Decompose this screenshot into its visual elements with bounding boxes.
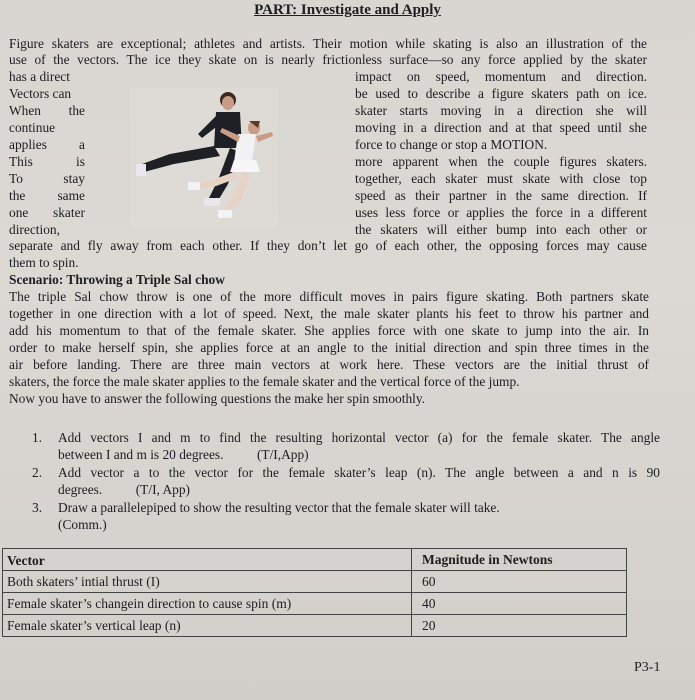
- page-title: PART: Investigate and Apply: [254, 2, 441, 18]
- table-row: [3, 615, 627, 637]
- question-text: Add vector a to the vector for the female skater’s leap (n). The angle between a and n is 90: [58, 465, 660, 480]
- question-text: degrees. (T/I, App): [58, 482, 191, 497]
- intro-left-word: When the: [9, 103, 85, 118]
- table-cell-vector: Both skaters’ intial thrust (I): [3, 571, 412, 593]
- table-cell-magnitude: 40: [412, 593, 627, 615]
- question-number: 1.: [32, 430, 43, 445]
- scenario-line: skaters, the force the male skater applies to the female skater and the vertical force of the jump.: [9, 374, 520, 389]
- question-text: (Comm.): [58, 517, 107, 532]
- intro-left-word: continue: [9, 120, 56, 135]
- table-row: [3, 593, 627, 615]
- intro-left-word: direction,: [9, 222, 60, 237]
- scenario-line: Now you have to answer the following questions the make her spin smoothly.: [9, 391, 426, 406]
- intro-right-line: uses less force or applies the force in a different: [355, 205, 647, 220]
- intro-line: use of the vectors. The ice they skate on is nearly frictionless surface—so any force applied by the skater: [9, 52, 647, 67]
- figure-skaters-photo: [130, 88, 278, 228]
- intro-left-word: Vectors can: [9, 86, 72, 101]
- scenario-line: air before landing. There are three main vectors at work here. These vectors are the initial thrust of: [9, 357, 649, 372]
- scenario-line: The triple Sal chow throw is one of the more difficult moves in pairs figure skating. Both partners skate: [9, 289, 649, 304]
- table-cell-magnitude: 20: [412, 615, 627, 637]
- table-cell-vector: Female skater’s vertical leap (n): [3, 615, 412, 637]
- vector-table: [2, 548, 627, 637]
- scenario-line: together in one direction with a lot of speed. Next, the male skater plants his feet to throw his partner and: [9, 306, 649, 321]
- question-text: Draw a parallelepiped to show the resulting vector that the female skater will take.: [58, 500, 500, 515]
- intro-right-line: moving in a direction and at that speed until she: [355, 120, 647, 135]
- table-header-row: [3, 549, 627, 571]
- question-number: 3.: [32, 500, 43, 515]
- table-cell-magnitude: 60: [412, 571, 627, 593]
- intro-left-word: has a direct: [9, 69, 70, 84]
- question-text: between I and m is 20 degrees. (T/I,App): [58, 447, 309, 462]
- intro-line: Figure skaters are exceptional; athletes and artists. Their motion while skating is also an illustration of the: [9, 36, 647, 51]
- intro-right-line: together, each skater must skate with close top: [355, 171, 647, 186]
- intro-right-line: skater starts moving in a direction she will: [355, 103, 647, 118]
- intro-right-line: force to change or stop a MOTION.: [355, 137, 548, 152]
- intro-left-word: one skater: [9, 205, 85, 220]
- intro-left-word: applies a: [9, 137, 85, 152]
- intro-left-word: the same: [9, 188, 85, 203]
- scenario-line: add his momentum to that of the female skater. She applies force with one skate to jump into the air. In: [9, 323, 649, 338]
- intro-left-word: This is: [9, 154, 85, 169]
- intro-right-line: more apparent when the couple figures skaters.: [355, 154, 647, 169]
- question-number: 2.: [32, 465, 43, 480]
- intro-right-line: be used to describe a figure skaters path on ice.: [355, 86, 647, 101]
- table-row: [3, 571, 627, 593]
- table-header-magnitude: Magnitude in Newtons: [412, 549, 627, 571]
- intro-line: them to spin.: [9, 255, 79, 270]
- scenario-heading: Scenario: Throwing a Triple Sal chow: [9, 272, 225, 287]
- table-cell-vector: Female skater’s changein direction to cause spin (m): [3, 593, 412, 615]
- intro-right-line: impact on speed, momentum and direction.: [355, 69, 647, 84]
- intro-right-line: the skaters will either bump into each other or: [355, 222, 647, 237]
- scenario-line: order to make herself spin, she applies force at an angle to the initial direction and spin three times in the: [9, 340, 649, 355]
- intro-right-line: speed as their partner in the same direction. If: [355, 188, 647, 203]
- question-text: Add vectors I and m to find the resulting horizontal vector (a) for the female skater. The angle: [58, 430, 660, 445]
- intro-left-word: To stay: [9, 171, 85, 186]
- intro-line: separate and fly away from each other. If they don’t let go of each other, the opposing forces may cause: [9, 238, 647, 253]
- table-header-vector: Vector: [3, 549, 412, 571]
- page-number: P3-1: [634, 660, 661, 675]
